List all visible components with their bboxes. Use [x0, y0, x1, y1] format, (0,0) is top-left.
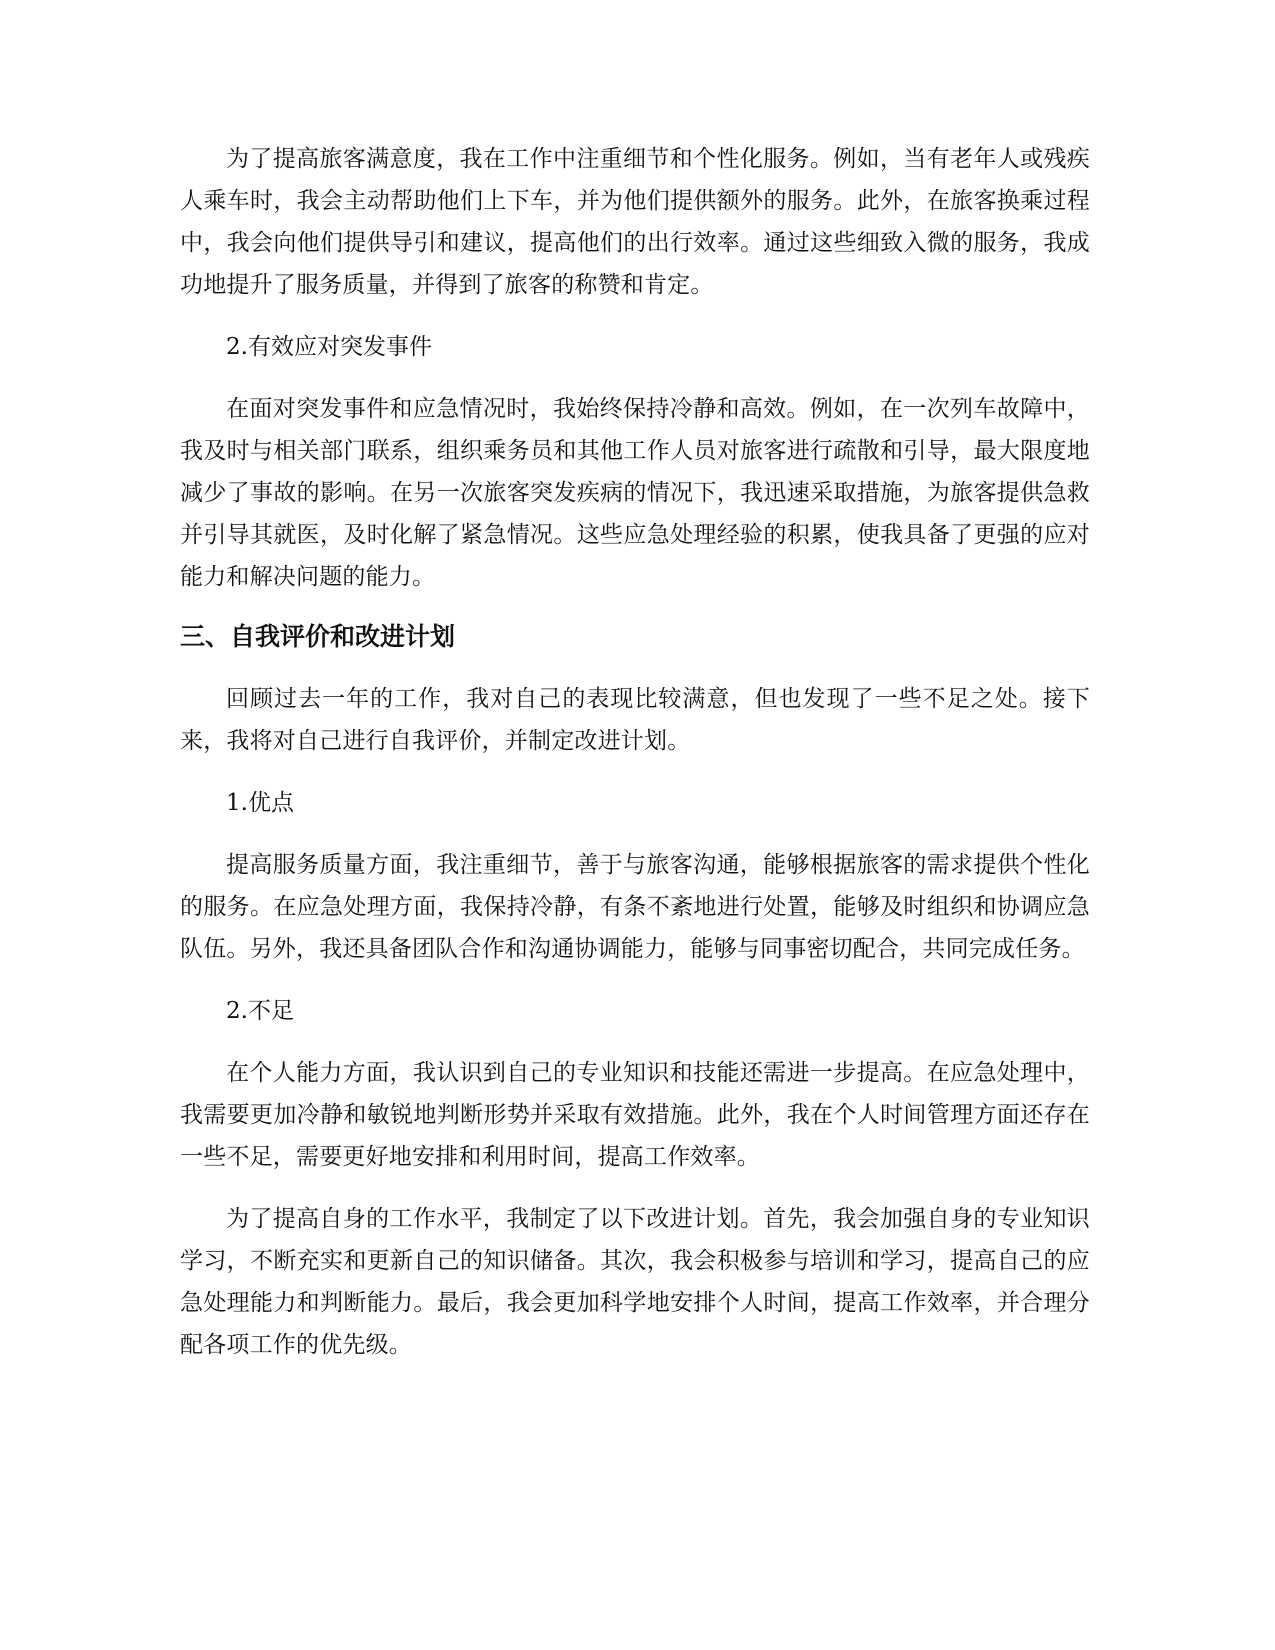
paragraph-emergency-handling: 在面对突发事件和应急情况时，我始终保持冷静和高效。例如，在一次列车故障中，我及时与相关部门联系，组织乘务员和其他工作人员对旅客进行疏散和引导，最大限度地减少了事故的影响。在另一次旅客突发疾病的情况下，我迅速采取措施，为旅客提供急救并引导其就医，及时化解了紧急情况。这些应急处理经验的积累，使我具备了更强的应对能力和解决问题的能力。 — [180, 396, 1090, 590]
document-page — [180, 138, 1090, 1366]
paragraph-improvement-plan: 为了提高自身的工作水平，我制定了以下改进计划。首先，我会加强自身的专业知识学习，不断充实和更新自己的知识储备。其次，我会积极参与培训和学习，提高自己的应急处理能力和判断能力。最后，我会更加科学地安排个人时间，提高工作效率，并合理分配各项工作的优先级。 — [180, 1206, 1090, 1358]
subheading-weaknesses: 2.不足 — [226, 998, 294, 1024]
paragraph-service-detail: 为了提高旅客满意度，我在工作中注重细节和个性化服务。例如，当有老年人或残疾人乘车时，我会主动帮助他们上下车，并为他们提供额外的服务。此外，在旅客换乘过程中，我会向他们提供导引和建议，提高他们的出行效率。通过这些细致入微的服务，我成功地提升了服务质量，并得到了旅客的称赞和肯定。 — [180, 146, 1090, 298]
subheading-emergency-response: 2.有效应对突发事件 — [226, 334, 432, 360]
paragraph-weaknesses: 在个人能力方面，我认识到自己的专业知识和技能还需进一步提高。在应急处理中，我需要更加冷静和敏锐地判断形势并采取有效措施。此外，我在个人时间管理方面还存在一些不足，需要更好地安排和利用时间，提高工作效率。 — [180, 1060, 1090, 1170]
paragraph-strengths: 提高服务质量方面，我注重细节，善于与旅客沟通，能够根据旅客的需求提供个性化的服务。在应急处理方面，我保持冷静，有条不紊地进行处置，能够及时组织和协调应急队伍。另外，我还具备团队合作和沟通协调能力，能够与同事密切配合，共同完成任务。 — [180, 852, 1090, 962]
section-title-self-evaluation: 三、自我评价和改进计划 — [180, 622, 456, 651]
subheading-strengths: 1.优点 — [226, 790, 294, 816]
paragraph-review-intro: 回顾过去一年的工作，我对自己的表现比较满意，但也发现了一些不足之处。接下来，我将对自己进行自我评价，并制定改进计划。 — [180, 686, 1090, 754]
